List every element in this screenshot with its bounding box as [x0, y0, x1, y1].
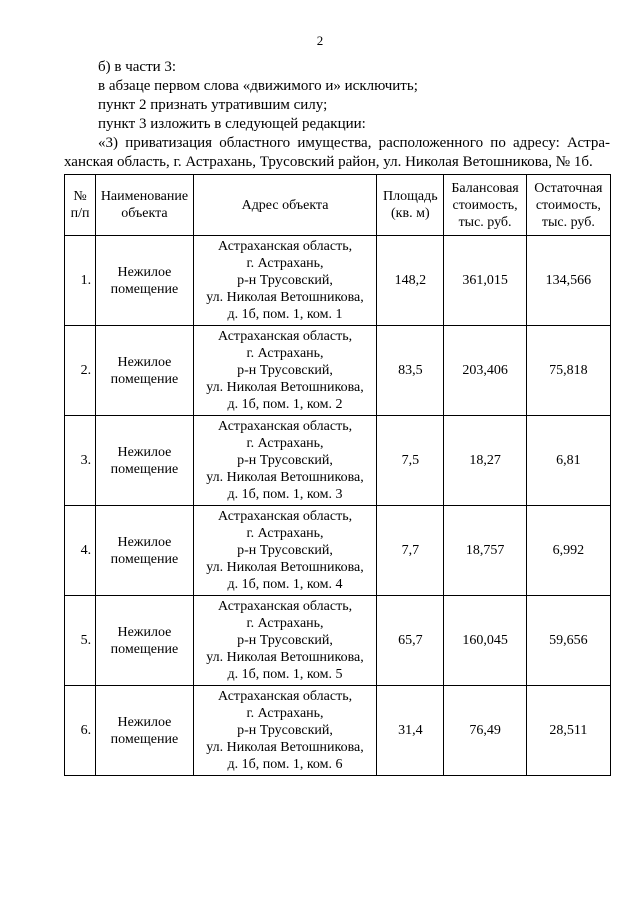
balance-value: 361,015: [444, 236, 526, 326]
object-area: 7,7: [377, 506, 444, 596]
object-name: [96, 416, 194, 506]
cell-line: д. 1б, пом. 1, ком. 4: [227, 577, 343, 592]
object-address: [193, 506, 377, 596]
cell-line: д. 1б, пом. 1, ком. 3: [227, 487, 343, 502]
balance-value: 160,045: [444, 596, 526, 686]
cell-line: помещение: [110, 461, 179, 477]
residual-value: 6,992: [526, 506, 610, 596]
object-name: [96, 326, 194, 416]
cell-line: Площадь: [383, 189, 438, 204]
cell-line: Астраханская область,: [217, 509, 353, 524]
cell-line: помещение: [110, 731, 179, 747]
table-row: [65, 596, 611, 686]
cell-line: объекта: [121, 206, 168, 221]
cell-line: ул. Николая Ветошникова,: [206, 470, 364, 485]
cell-line: ул. Николая Ветошникова,: [206, 560, 364, 575]
residual-value: 28,511: [526, 686, 610, 776]
cell-line: помещение: [110, 641, 179, 657]
cell-line: стоимость,: [535, 197, 601, 213]
cell-line: Астраханская область,: [217, 239, 353, 254]
cell-line: г. Астрахань,: [246, 436, 324, 451]
object-address: [193, 326, 377, 416]
cell-line: Астраханская область,: [217, 419, 353, 434]
object-area: 83,5: [377, 326, 444, 416]
cell-line: тыс. руб.: [541, 214, 595, 230]
cell-line: Остаточная: [534, 180, 603, 196]
cell-line: Астраханская область,: [217, 329, 353, 344]
cell-line: ул. Николая Ветошникова,: [206, 290, 364, 305]
residual-value: 75,818: [526, 326, 610, 416]
cell-line: Нежилое: [117, 444, 172, 460]
cell-line: р-н Трусовский,: [237, 543, 333, 558]
header-name: [96, 175, 194, 236]
cell-line: тыс. руб.: [458, 214, 512, 230]
object-name: [96, 236, 194, 326]
cell-line: г. Астрахань,: [246, 526, 324, 541]
balance-value: 76,49: [444, 686, 526, 776]
object-area: 65,7: [377, 596, 444, 686]
object-name: [96, 506, 194, 596]
cell-line: Нежилое: [117, 624, 172, 640]
cell-line: г. Астрахань,: [246, 346, 324, 361]
cell-line: помещение: [110, 281, 179, 297]
header-residual-value: [526, 175, 610, 236]
paragraph-privatization-line2: ханская область, г. Астрахань, Трусовский район, ул. Николая Ветошникова, № 1б.: [64, 154, 593, 170]
objects-table: [64, 174, 611, 776]
cell-line: ул. Николая Ветошникова,: [206, 380, 364, 395]
object-area: 31,4: [377, 686, 444, 776]
row-number: 6.: [65, 686, 96, 776]
object-name: [96, 686, 194, 776]
cell-line: р-н Трусовский,: [237, 273, 333, 288]
cell-line: Нежилое: [117, 534, 172, 550]
paragraph-part-b: б) в части 3:: [98, 59, 177, 75]
header-address: [193, 175, 377, 236]
cell-line: д. 1б, пом. 1, ком. 6: [227, 757, 343, 772]
cell-line: р-н Трусовский,: [237, 363, 333, 378]
header-balance-value: [444, 175, 526, 236]
cell-line: д. 1б, пом. 1, ком. 2: [227, 397, 343, 412]
cell-line: ул. Николая Ветошникова,: [206, 740, 364, 755]
cell-line: Балансовая: [451, 180, 519, 196]
balance-value: 18,757: [444, 506, 526, 596]
object-address: [193, 596, 377, 686]
table-row: [65, 506, 611, 596]
cell-line: г. Астрахань,: [246, 256, 324, 271]
page-number: 2: [316, 33, 324, 48]
cell-line: г. Астрахань,: [246, 706, 324, 721]
row-number: 5.: [65, 596, 96, 686]
cell-line: Нежилое: [117, 354, 172, 370]
object-area: 148,2: [377, 236, 444, 326]
cell-line: помещение: [110, 551, 179, 567]
cell-line: ул. Николая Ветошникова,: [206, 650, 364, 665]
residual-value: 6,81: [526, 416, 610, 506]
table-row: [65, 686, 611, 776]
object-name: [96, 596, 194, 686]
cell-line: г. Астрахань,: [246, 616, 324, 631]
balance-value: 203,406: [444, 326, 526, 416]
cell-line: д. 1б, пом. 1, ком. 1: [227, 307, 343, 322]
row-number: 4.: [65, 506, 96, 596]
cell-line: помещение: [110, 371, 179, 387]
header-num: [65, 175, 96, 236]
object-address: [193, 236, 377, 326]
cell-line: п/п: [70, 206, 90, 221]
residual-value: 134,566: [526, 236, 610, 326]
row-number: 1.: [65, 236, 96, 326]
cell-line: Астраханская область,: [217, 689, 353, 704]
body-text: [64, 58, 610, 172]
row-number: 3.: [65, 416, 96, 506]
residual-value: 59,656: [526, 596, 610, 686]
cell-line: №: [73, 189, 87, 204]
table-row: [65, 236, 611, 326]
cell-line: р-н Трусовский,: [237, 633, 333, 648]
table-header-row: [65, 175, 611, 236]
paragraph-privatization-line1: «3) приватизация областного имущества, расположенного по адресу: Астра-: [98, 135, 610, 151]
header-area: [377, 175, 444, 236]
cell-line: р-н Трусовский,: [237, 453, 333, 468]
cell-line: Адрес объекта: [241, 197, 329, 213]
cell-line: Нежилое: [117, 714, 172, 730]
object-address: [193, 686, 377, 776]
table-row: [65, 326, 611, 416]
table-row: [65, 416, 611, 506]
object-area: 7,5: [377, 416, 444, 506]
object-address: [193, 416, 377, 506]
cell-line: Нежилое: [117, 264, 172, 280]
cell-line: Астраханская область,: [217, 599, 353, 614]
balance-value: 18,27: [444, 416, 526, 506]
paragraph-exclude-words: в абзаце первом слова «движимого и» исключить;: [98, 78, 418, 94]
cell-line: Наименование: [100, 189, 189, 204]
cell-line: р-н Трусовский,: [237, 723, 333, 738]
cell-line: (кв. м): [391, 206, 430, 221]
paragraph-item2-void: пункт 2 признать утратившим силу;: [98, 97, 328, 113]
paragraph-item3-new-wording: пункт 3 изложить в следующей редакции:: [98, 116, 366, 132]
cell-line: д. 1б, пом. 1, ком. 5: [227, 667, 343, 682]
row-number: 2.: [65, 326, 96, 416]
cell-line: стоимость,: [452, 197, 518, 213]
